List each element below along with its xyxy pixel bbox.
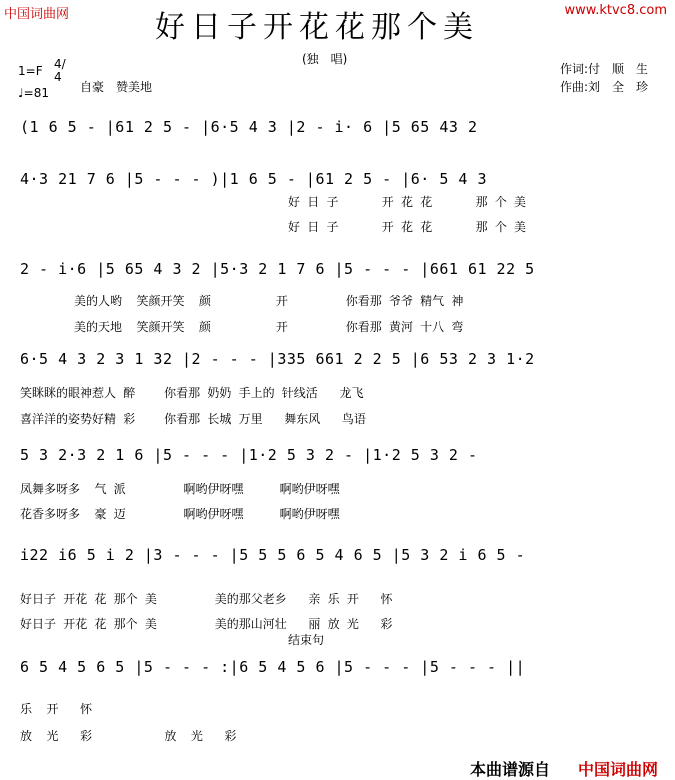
song-title: 好日子开花花那个美	[155, 10, 479, 45]
lyric-line: 笑眯眯的眼神惹人 醉 你看那 奶奶 手上的 针线活 龙飞	[20, 386, 364, 400]
lyric-verse-2	[0, 615, 675, 635]
lyric-verse-1	[0, 193, 675, 213]
staff-system-4	[0, 340, 675, 380]
staff-system-3	[0, 250, 675, 290]
lyric-verse-2	[0, 218, 675, 238]
lyric-verse-2	[0, 318, 675, 338]
lyric-line: 放 光 彩 放 光 彩	[20, 729, 237, 743]
lyric-line: 乐 开 怀	[20, 702, 93, 716]
staff-system-6	[0, 536, 675, 576]
lyric-verse-1	[0, 292, 675, 312]
lyric-line: 好 日 子 开 花 花 那 个 美	[288, 220, 527, 234]
lyric-line: 好日子 开花 花 那个 美 美的那父老乡 亲 乐 开 怀	[20, 592, 393, 606]
time-signature: 4/4	[54, 57, 66, 84]
notation-line: i22 i6 5 i 2 |3 - - - |5 5 5 6 5 4 6 5 |5 3 2 i 6 5 -	[20, 546, 526, 564]
notation-line: 6 5 4 5 6 5 |5 - - - :|6 5 4 5 6 |5 - - - |5 - - - ||	[20, 658, 526, 676]
lyric-line: 美的天地 笑颜开笑 颜 开 你看那 黄河 十八 弯	[74, 320, 464, 334]
notation-line: 4·3 21 7 6 |5 - - - )|1 6 5 - |61 2 5 - |6· 5 4 3	[20, 170, 488, 188]
notation-line: 5 3 2·3 2 1 6 |5 - - - |1·2 5 3 2 - |1·2 5 3 2 -	[20, 446, 478, 464]
lyric-line: 美的人哟 笑颜开笑 颜 开 你看那 爷爷 精气 神	[74, 294, 464, 308]
staff-system-1	[0, 108, 675, 148]
notation-line: 6·5 4 3 2 3 1 32 |2 - - - |335 661 2 2 5 |6 53 2 3 1·2	[20, 350, 535, 368]
lyricist: 作词:付 顺 生	[560, 62, 649, 76]
watermark-top-left: 中国词曲网	[4, 7, 70, 22]
lyric-verse-2	[0, 505, 675, 525]
watermark-bottom-right: 中国词曲网	[578, 760, 659, 779]
lyric-line: 好日子 开花 花 那个 美 美的那山河壮 丽 放 光 彩	[20, 617, 393, 631]
notation-line: (1 6 5 - |61 2 5 - |6·5 4 3 |2 - i· 6 |5 65 43 2	[20, 118, 478, 136]
performance-type: (独 唱)	[302, 52, 348, 66]
staff-system-7	[0, 648, 675, 688]
composer: 作曲:刘 全 珍	[560, 80, 649, 94]
lyric-verse-1	[0, 700, 675, 720]
lyric-line: 花香多呀多 豪 迈 啊哟伊呀嘿 啊哟伊呀嘿	[20, 507, 340, 521]
staff-system-5	[0, 436, 675, 476]
lyric-line: 喜洋洋的姿势好精 彩 你看那 长城 万里 舞东风 鸟语	[20, 412, 366, 426]
ending-label: 结束句	[288, 633, 325, 647]
source-label: 本曲谱源自	[470, 760, 551, 779]
expression-mark: 自豪 赞美地	[80, 80, 153, 94]
notation-line: 2 - i·6 |5 65 4 3 2 |5·3 2 1 7 6 |5 - - - |661 61 22 5	[20, 260, 535, 278]
lyric-verse-1	[0, 384, 675, 404]
lyric-line: 凤舞多呀多 气 派 啊哟伊呀嘿 啊哟伊呀嘿	[20, 482, 340, 496]
lyric-verse-2	[0, 410, 675, 430]
lyric-verse-2	[0, 727, 675, 747]
lyric-line: 好 日 子 开 花 花 那 个 美	[288, 195, 527, 209]
lyric-verse-1	[0, 590, 675, 610]
lyric-verse-1	[0, 480, 675, 500]
key-signature: 1=F	[18, 64, 43, 78]
tempo-mark: ♩=81	[18, 86, 49, 100]
watermark-top-right: www.ktvc8.com	[564, 3, 667, 18]
